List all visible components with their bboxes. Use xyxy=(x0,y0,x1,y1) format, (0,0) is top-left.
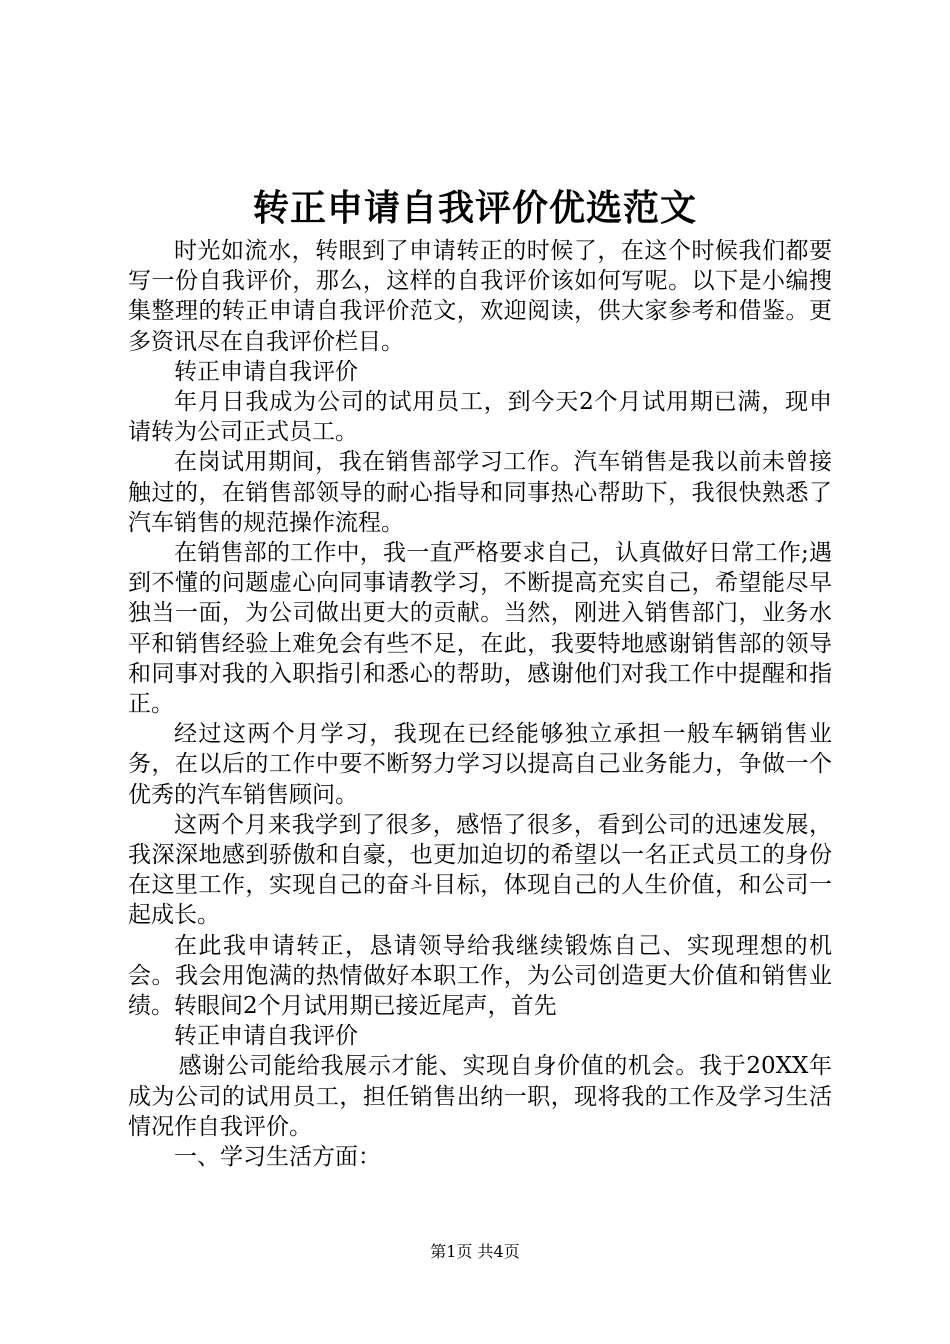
paragraph-intro: 时光如流水，转眼到了申请转正的时候了，在这个时候我们都要写一份自我评价，那么，这样的自我评价该如何写呢。以下是小编搜集整理的转正申请自我评价范文，欢迎阅读，供大家参考和借鉴。更多资讯尽在自我评价栏目。 xyxy=(128,238,832,355)
paragraph: 感谢公司能给我展示才能、实现自身价值的机会。我于20XX年成为公司的试用员工，担任销售出纳一职，现将我的工作及学习生活情况作自我评价。 xyxy=(128,1053,832,1140)
paragraph: 在此我申请转正，恳请领导给我继续锻炼自己、实现理想的机会。我会用饱满的热情做好本职工作，为公司创造更大价值和销售业绩。转眼间2个月试用期已接近尾声，首先 xyxy=(128,932,832,1020)
document-title: 转正申请自我评价优选范文 xyxy=(252,187,697,229)
paragraph: 在岗试用期间，我在销售部学习工作。汽车销售是我以前未曾接触过的，在销售部领导的耐心指导和同事热心帮助下，我很快熟悉了汽车销售的规范操作流程。 xyxy=(128,449,832,536)
section-heading-1: 转正申请自我评价 xyxy=(174,358,358,385)
page-footer: 第1页 共4页 xyxy=(430,1242,520,1261)
subsection-heading: 一、学习生活方面： xyxy=(174,1144,381,1171)
paragraph: 这两个月来我学到了很多，感悟了很多，看到公司的迅速发展，我深深地感到骄傲和自豪，也更加迫切的希望以一名正式员工的身份在这里工作，实现自己的奋斗目标，体现自己的人生价值，和公司一起成长。 xyxy=(128,811,832,929)
paragraph: 经过这两个月学习，我现在已经能够独立承担一般车辆销售业务，在以后的工作中要不断努力学习以提高自己业务能力，争做一个优秀的汽车销售顾问。 xyxy=(128,721,832,808)
paragraph: 年月日我成为公司的试用员工，到今天2个月试用期已满，现申请转为公司正式员工。 xyxy=(128,389,832,446)
section-heading-2: 转正申请自我评价 xyxy=(174,1023,358,1050)
document-body xyxy=(128,236,832,1172)
paragraph: 在销售部的工作中，我一直严格要求自己，认真做好日常工作;遇到不懂的问题虚心向同事请教学习，不断提高充实自己，希望能尽早独当一面，为公司做出更大的贡献。当然，刚进入销售部门，业务水平和销售经验上难免会有些不足，在此，我要特地感谢销售部的领导和同事对我的入职指引和悉心的帮助，感谢他们对我工作中提醒和指正。 xyxy=(128,540,832,718)
